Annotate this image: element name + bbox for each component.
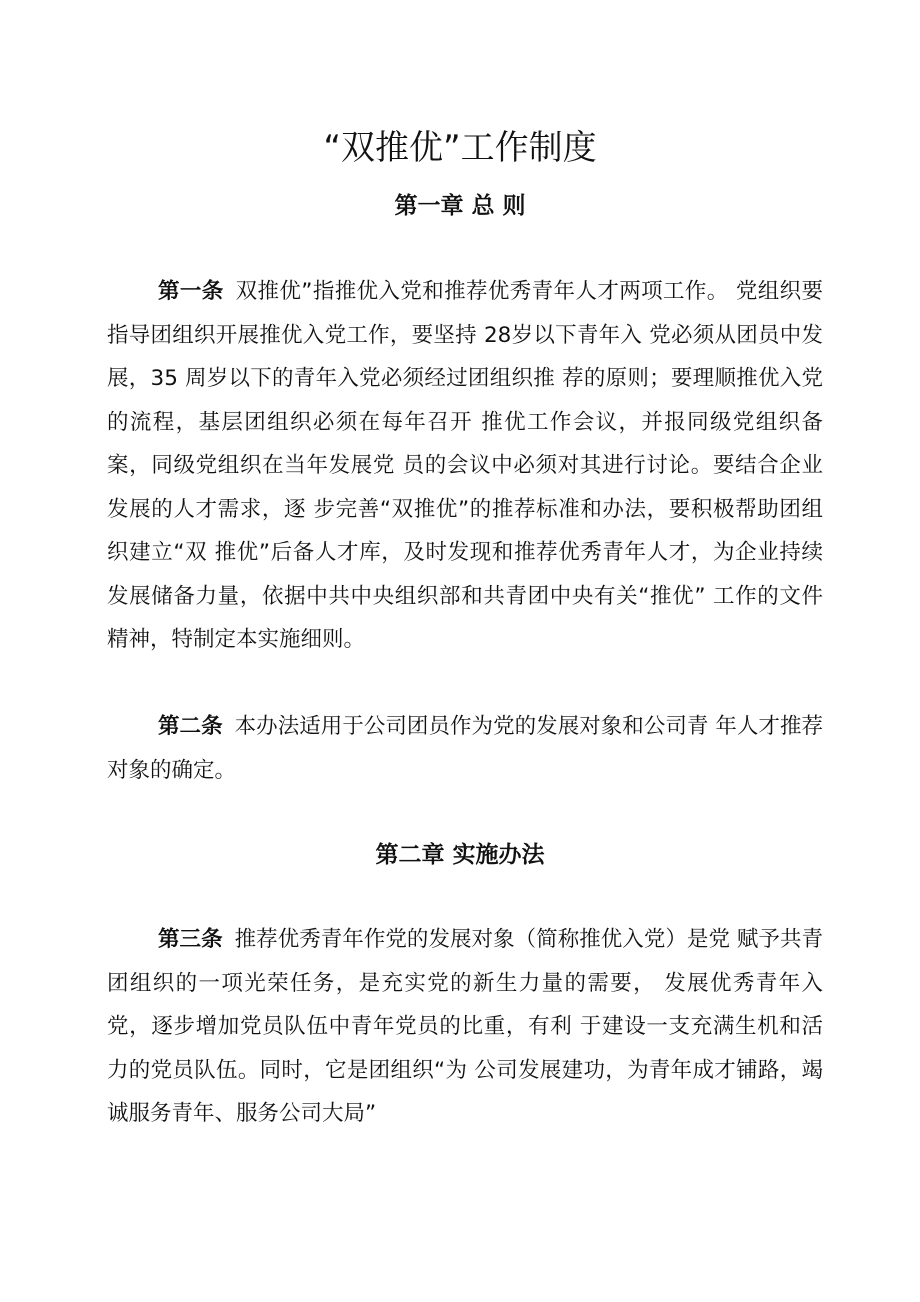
article-3-label: 第三条 xyxy=(158,927,223,952)
chapter-2-heading: 第二章 实施办法 xyxy=(375,842,545,868)
article-2 xyxy=(107,705,823,792)
chapter-1-heading: 第一章 总 则 xyxy=(394,193,526,219)
document-title: “双推优”工作制度 xyxy=(323,128,597,168)
article-1 xyxy=(107,270,823,662)
article-2-label: 第二条 xyxy=(158,714,223,739)
article-2-text: 本办法适用于公司团员作为党的发展对象和公司青 年人才推荐对象的确定。 xyxy=(107,714,823,783)
article-3-text: 推荐优秀青年作党的发展对象（简称推优入党）是党 赋予共青团组织的一项光荣任务，是充实党的新生力量的需要， 发展优秀青年入党，逐步增加党员队伍中青年党员的比重，有利 于建设一支充满生机和活力的党员队伍。同时，它是团组织“为 公司发展建功，为青年成才铺路，竭诚服务青年、服务公司大局” xyxy=(107,927,823,1126)
article-1-label: 第一条 xyxy=(158,279,224,304)
article-1-text: 双推优”指推优入党和推荐优秀青年人才两项工作。 党组织要指导团组织开展推优入党工作，要坚持 28岁以下青年入 党必须从团员中发展，35 周岁以下的青年入党必须经过团组织推 荐的原则；要理顺推优入党的流程，基层团组织必须在每年召开 推优工作会议，并报同级党组织备案，同级党组织在当年发展党 员的会议中必须对其进行讨论。要结合企业发展的人才需求，逐 步完善“双推优”的推荐标准和办法，要积极帮助团组织建立“双 推优”后备人才库，及时发现和推荐优秀青年人才，为企业持续 发展储备力量，依据中共中央组织部和共青团中央有关“推优” 工作的文件精神，特制定本实施细则。 xyxy=(107,279,823,652)
article-3 xyxy=(107,918,823,1136)
